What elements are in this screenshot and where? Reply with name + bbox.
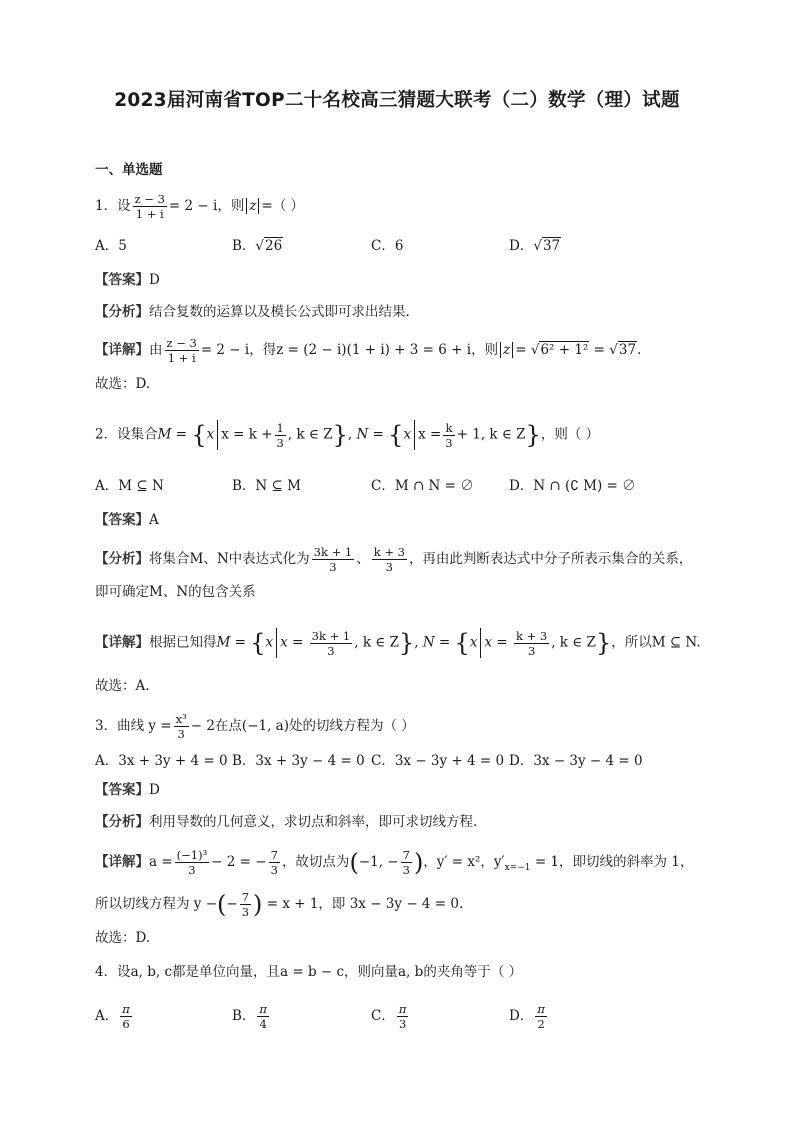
q3-hence: 故选：D.: [95, 930, 151, 946]
option-c[interactable]: C． $\frac{\pi}{3}$: [371, 1002, 407, 1031]
option-b[interactable]: B．N ⊆ M: [232, 478, 301, 494]
fraction: $\frac{z - 3}{1 + i}$: [134, 192, 165, 221]
option-c[interactable]: C．M ∩ N = ∅: [371, 478, 474, 494]
option-d[interactable]: D．√37: [509, 238, 561, 254]
option-a[interactable]: A．M ⊆ N: [95, 478, 164, 494]
option-d[interactable]: D． $\frac{\pi}{2}$: [509, 1002, 545, 1031]
q3-detail: 【详解】a = $\frac{\text{(−1)³}}{3}$ − 2 = − $\frac{7}{3}$ ，故切点为(−1, − $\frac{7}{3}$ )，y′ = x²，$y'_{x=-1} = 1$，即切线的斜率为 1，: [95, 848, 694, 877]
q1-detail: 【详解】由 $\frac{z - 3}{1 + i}$ = 2 − i，得z = (2 − i)(1 + i) + 3 = 6 + i，则 z = √6² + 1² = √37.: [95, 336, 642, 365]
q1-analysis: 【分析】结合复数的运算以及模长公式即可求出结果.: [95, 304, 410, 320]
option-c[interactable]: C．3x − 3y + 4 = 0: [371, 753, 505, 769]
q2-stem: 2．设集合M = {x x = k + $\frac{1}{3}$ , k ∈ Z}, N = {x x = $\frac{k}{3}$ + 1, k ∈ Z}，则（ ）: [95, 420, 600, 450]
q2-answer: 【答案】A: [95, 512, 159, 528]
q2-analysis: 【分析】将集合M、N中表达式化为 $\frac{3k + 1}{3}$ 、 $\frac{k + 3}{3}$ ，再由此判断表达式中分子所表示集合的关系，: [95, 545, 693, 574]
q3-detail-2: 所以切线方程为 y −(− $\frac{7}{3}$ ) = x + 1，即 3x − 3y − 4 = 0.: [95, 890, 464, 919]
option-a[interactable]: A．3x + 3y + 4 = 0: [95, 753, 228, 769]
q1-answer: 【答案】D: [95, 272, 160, 288]
page-title: 2023届河南省TOP二十名校高三猜题大联考（二）数学（理）试题: [114, 90, 680, 111]
question-number: 1．: [95, 198, 118, 214]
q3-analysis: 【分析】利用导数的几何意义，求切点和斜率，即可求切线方程.: [95, 814, 478, 830]
option-a[interactable]: A．5: [95, 238, 127, 254]
q3-stem: 3．曲线 y = $\frac{\text{x³}}{3}$ − 2在点(−1, a)处的切线方程为（ ）: [95, 712, 415, 741]
q2-analysis-2: 即可确定M、N的包含关系: [95, 584, 256, 600]
section-heading: 一、单选题: [95, 162, 163, 178]
q1-hence: 故选：D.: [95, 376, 151, 392]
q3-answer: 【答案】D: [95, 782, 160, 798]
q2-detail: 【详解】根据已知得M = {x x = $\frac{3k + 1}{3}$ , k ∈ Z}, N = {x x = $\frac{k + 3}{3}$ , k ∈ Z}，所以M ⊆ N.: [95, 628, 701, 658]
option-d[interactable]: D．N ∩ (∁ M) = ∅: [509, 478, 636, 494]
q2-hence: 故选：A.: [95, 678, 150, 694]
option-d[interactable]: D．3x − 3y − 4 = 0: [509, 753, 643, 769]
q1-stem: 1．设 $\frac{z - 3}{1 + i}$ = 2 − i，则 z =（ ）: [95, 192, 305, 221]
option-b[interactable]: B． $\frac{\pi}{4}$: [232, 1002, 267, 1031]
q4-stem: 4．设a, b, c都是单位向量，且a = b − c，则向量a, b的夹角等于（ ）: [95, 964, 523, 980]
option-b[interactable]: B．√26: [232, 238, 283, 254]
option-c[interactable]: C．6: [371, 238, 404, 254]
option-b[interactable]: B．3x + 3y − 4 = 0: [232, 753, 365, 769]
option-a[interactable]: A． $\frac{\pi}{6}$: [95, 1002, 130, 1031]
